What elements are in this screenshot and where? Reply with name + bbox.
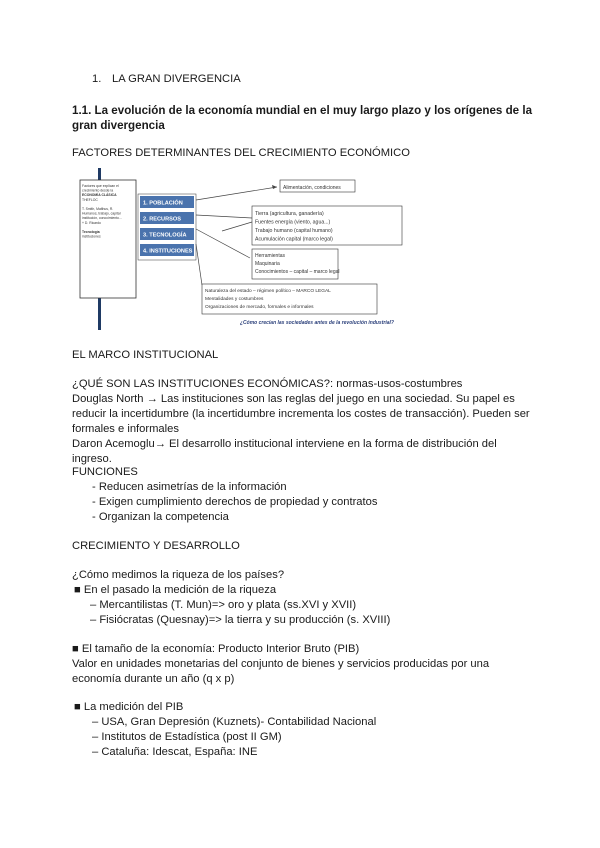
left-box-line: institución, conocimiento... [82,216,122,221]
left-box-line: Tecnología [82,230,100,234]
alimentacion-text: Alimentación, condiciones [283,185,341,191]
north-line-3: formales e informales [72,423,179,435]
acemoglu-line-1: Daron Acemoglu→ El desarrollo institucional interviene en la forma de distribución del [72,438,497,450]
tecnologia-line: Conocimientos – capital – marco legal [255,269,340,275]
left-box-line: + D. Ricardo [82,220,101,225]
heading-main: LA GRAN DIVERGENCIA [112,73,241,85]
valor-line-2: economía durante un año (q x p) [72,673,235,685]
instituciones-line: Mentalidades y costumbres [205,297,264,302]
medicion-bullet: ■ La medición del PIB [74,701,184,713]
north-line-2: reducir la incertidumbre (la incertidumbre incrementa los costes de transacción). Pueden ser [72,408,530,420]
que-son-line: ¿QUÉ SON LAS INSTITUCIONES ECONÓMICAS?: normas-usos-costumbres [72,378,463,390]
left-box-line: ECONOMÍA CLÁSICA [82,193,117,198]
recursos-line: Trabajo humano (capital humano) [255,228,333,234]
heading-number: 1. [92,73,102,85]
medicion-item: – Institutos de Estadística (post II GM) [92,731,282,743]
north-line-1: Douglas North → Las instituciones son las reglas del juego en una sociedad. Su papel es [72,393,515,405]
left-box-line: Factores que explican el [82,184,119,188]
tecnologia-line: Herramientas [255,253,286,259]
funcion-item: - Exigen cumplimiento derechos de propiedad y contratos [92,496,378,508]
factor-label: 2. RECURSOS [143,216,181,223]
recursos-line: Acumulación capital (marco legal) [255,236,333,243]
recursos-line: Tierra (agricultura, ganadería) [255,211,324,217]
crecimiento-diagram [72,158,440,330]
pasado-item: – Fisiócratas (Quesnay)=> la tierra y su producción (s. XVIII) [90,614,391,626]
factores-title: FACTORES DETERMINANTES DEL CRECIMIENTO ECONÓMICO [72,147,410,159]
instituciones-line: Naturaleza del estado – régimen político – MARCO LEGAL [205,289,331,294]
tecnologia-line: Maquinaria [255,261,280,267]
left-box-line: T. Smith, Malthus, R. [82,207,114,211]
marco-title: EL MARCO INSTITUCIONAL [72,349,219,361]
left-box-line: Humanos, trabajo, capital [82,211,121,216]
medicion-item: – USA, Gran Depresión (Kuznets)- Contabilidad Nacional [92,716,377,728]
funcion-item: - Organizan la competencia [92,511,229,523]
factor-label: 4. INSTITUCIONES [143,248,193,255]
factor-label: 1. POBLACIÓN [143,200,183,207]
left-box-line: instituciones [82,234,101,239]
valor-line-1: Valor en unidades monetarias del conjunto de bienes y servicios producidas por una [72,658,490,670]
pasado-bullet: ■ En el pasado la medición de la riqueza [74,584,277,596]
factor-label: 3. TECNOLOGÍA [143,232,187,239]
pasado-item: – Mercantilistas (T. Mun)=> oro y plata (ss.XVI y XVII) [90,599,357,611]
crecimiento-title: CRECIMIENTO Y DESARROLLO [72,540,240,552]
section-title-line2: gran divergencia [72,119,165,132]
tamano-bullet: ■ El tamaño de la economía: Producto Interior Bruto (PIB) [72,643,360,655]
medicion-item: – Cataluña: Idescat, España: INE [92,746,258,758]
acemoglu-line-2: ingreso. [72,453,112,465]
instituciones-line: Organizaciones de mercado, formales e informales [205,305,314,310]
recursos-line: Fuentes energía (viento, agua...) [255,219,331,226]
section-title-line1: 1.1. La evolución de la economía mundial en el muy largo plazo y los orígenes de la [72,104,533,117]
como-medimos: ¿Cómo medimos la riqueza de los países? [72,569,285,581]
left-box-line: THEFLOC [82,197,98,202]
figure-caption: ¿Cómo crecían las sociedades antes de la revolución industrial? [240,320,394,326]
funcion-item: - Reducen asimetrías de la información [92,481,287,493]
funciones-title: FUNCIONES [72,466,138,478]
left-box-line: crecimiento desde la [82,188,114,193]
